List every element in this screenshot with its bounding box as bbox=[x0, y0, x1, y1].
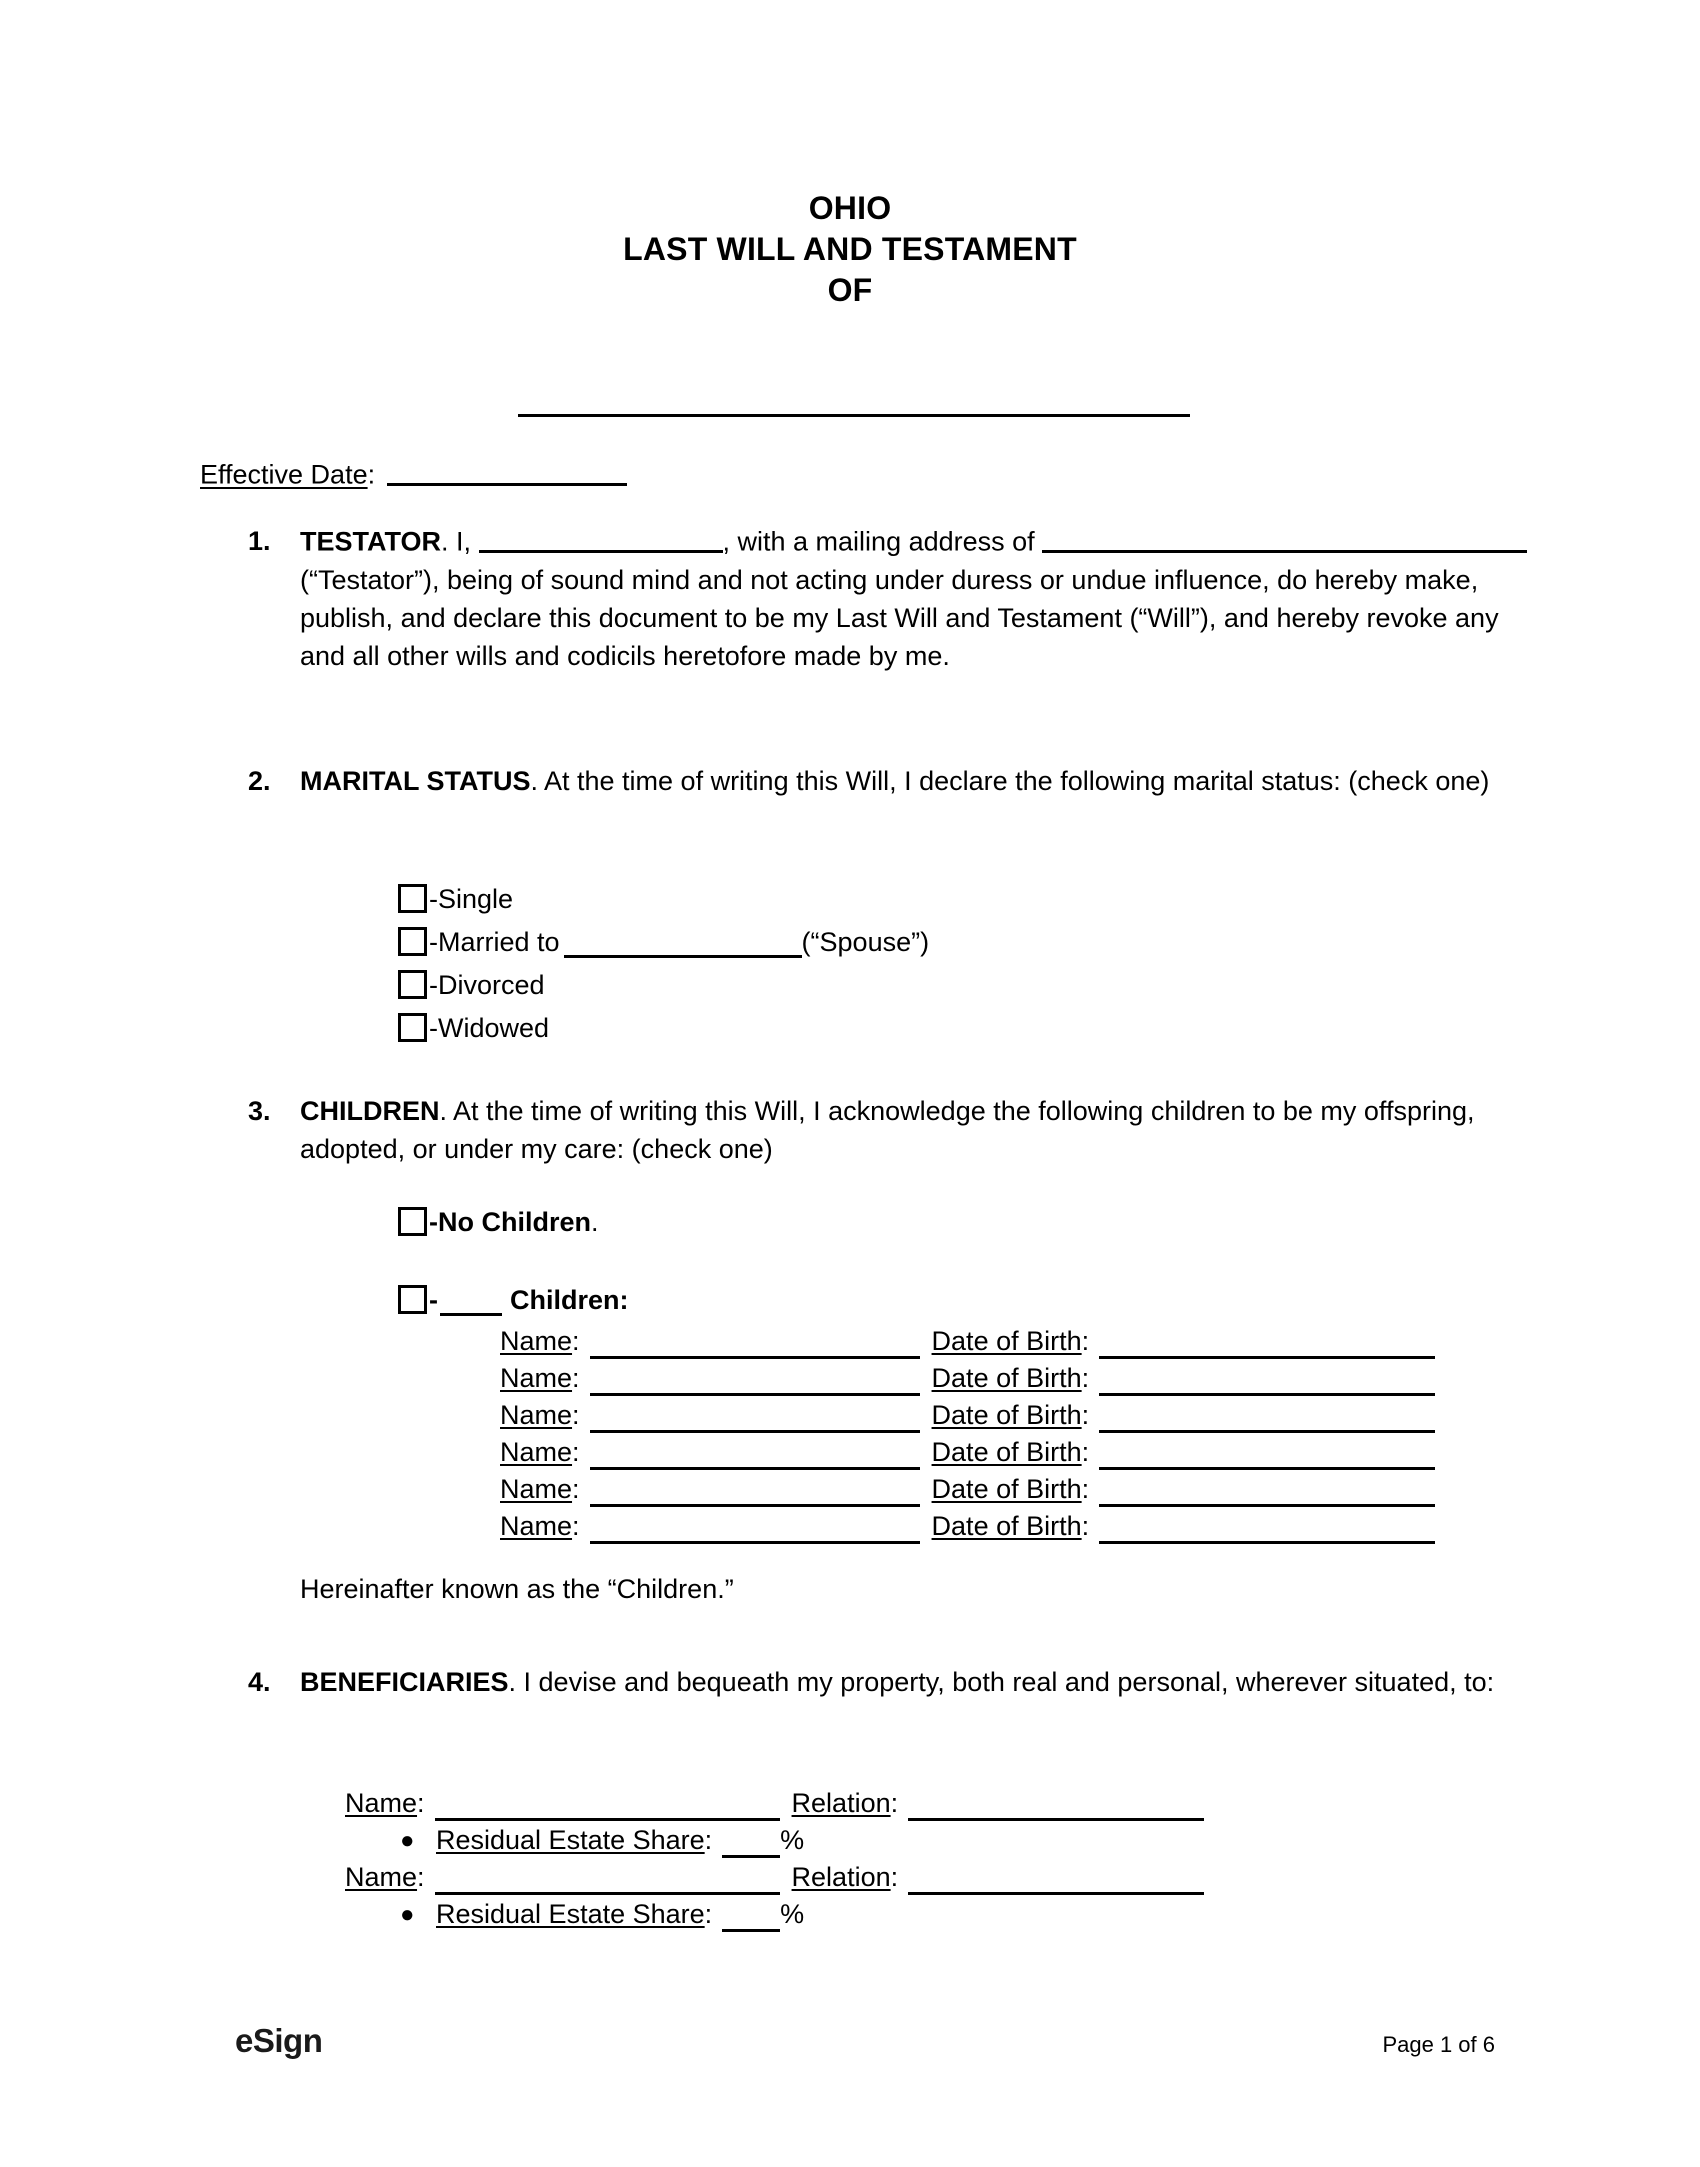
beneficiary-name-blank-1[interactable] bbox=[435, 1790, 780, 1821]
child-row-3 bbox=[500, 1394, 1435, 1431]
child-name-label-4: Name bbox=[500, 1437, 573, 1467]
section-4-text: . I devise and bequeath my property, both real and personal, wherever situated, to: bbox=[508, 1667, 1495, 1697]
title-line-main: LAST WILL AND TESTAMENT bbox=[623, 231, 1077, 267]
section-3-heading: CHILDREN bbox=[300, 1096, 440, 1126]
beneficiary-name-colon-2: : bbox=[417, 1862, 425, 1892]
children-option-count[interactable] bbox=[398, 1278, 629, 1321]
children-count-colon: : bbox=[619, 1284, 629, 1315]
child-dob-colon-4: : bbox=[1081, 1437, 1090, 1467]
marital-option-married[interactable] bbox=[398, 920, 929, 963]
effective-date-colon: : bbox=[367, 459, 376, 490]
child-name-colon-3: : bbox=[572, 1400, 580, 1430]
effective-date-label: Effective Date bbox=[200, 459, 368, 490]
beneficiary-share-row-2 bbox=[345, 1893, 1204, 1930]
child-name-blank-6[interactable] bbox=[590, 1513, 920, 1544]
child-name-blank-5[interactable] bbox=[590, 1476, 920, 1507]
child-name-colon-2: : bbox=[572, 1363, 580, 1393]
testator-name-blank[interactable] bbox=[479, 522, 723, 553]
child-name-blank-2[interactable] bbox=[590, 1365, 920, 1396]
child-name-label-5: Name bbox=[500, 1474, 573, 1504]
testator-name-signature-line[interactable] bbox=[518, 414, 1190, 417]
title-line-state: OHIO bbox=[808, 190, 892, 226]
beneficiary-name-label-2: Name bbox=[345, 1862, 418, 1892]
beneficiary-share-percent-1: % bbox=[780, 1825, 805, 1855]
beneficiary-name-colon-1: : bbox=[417, 1788, 425, 1818]
spouse-name-blank[interactable] bbox=[564, 927, 802, 958]
section-1-text-b: , with a mailing address of bbox=[722, 526, 1043, 557]
child-name-label-2: Name bbox=[500, 1363, 573, 1393]
child-dob-blank-6[interactable] bbox=[1099, 1513, 1435, 1544]
beneficiary-share-label-2: Residual Estate Share bbox=[436, 1899, 705, 1929]
marital-option-divorced-label: Divorced bbox=[438, 969, 545, 1000]
child-name-colon-4: : bbox=[572, 1437, 580, 1467]
document-title bbox=[0, 188, 1700, 311]
child-name-colon-1: : bbox=[572, 1326, 580, 1356]
bullet-icon-2: ● bbox=[400, 1901, 415, 1928]
section-2-body bbox=[300, 762, 1540, 800]
child-dob-blank-1[interactable] bbox=[1099, 1328, 1435, 1359]
beneficiary-name-label-1: Name bbox=[345, 1788, 418, 1818]
child-name-colon-6: : bbox=[572, 1511, 580, 1541]
child-row-1 bbox=[500, 1320, 1435, 1357]
marital-option-single-label: Single bbox=[438, 883, 514, 914]
children-option-none[interactable] bbox=[398, 1200, 599, 1243]
beneficiary-relation-blank-1[interactable] bbox=[908, 1790, 1204, 1821]
beneficiary-share-percent-2: % bbox=[780, 1899, 805, 1929]
child-name-colon-5: : bbox=[572, 1474, 580, 1504]
beneficiary-row-2 bbox=[345, 1856, 1204, 1893]
section-1-text-a: . I, bbox=[441, 526, 479, 557]
child-name-blank-3[interactable] bbox=[590, 1402, 920, 1433]
beneficiaries-table bbox=[345, 1782, 1204, 1930]
section-3-number: 3. bbox=[248, 1096, 271, 1126]
child-dob-blank-5[interactable] bbox=[1099, 1476, 1435, 1507]
page-number-label: Page 1 of 6 bbox=[1382, 2032, 1495, 2057]
checkbox-single-icon[interactable] bbox=[398, 884, 427, 913]
beneficiary-relation-colon-1: : bbox=[890, 1788, 899, 1818]
beneficiary-share-colon-2: : bbox=[704, 1899, 713, 1929]
section-testator bbox=[248, 522, 1540, 675]
child-row-5 bbox=[500, 1468, 1435, 1505]
section-3-text: . At the time of writing this Will, I acknowledge the following children to be my offspring, adopted, or under my care: (check one) bbox=[300, 1096, 1475, 1164]
child-dob-label-1: Date of Birth bbox=[931, 1326, 1082, 1356]
section-2-text: . At the time of writing this Will, I declare the following marital status: (check one) bbox=[530, 766, 1490, 796]
checkbox-widowed-icon[interactable] bbox=[398, 1013, 427, 1042]
marital-option-widowed-dash: - bbox=[429, 1012, 438, 1043]
beneficiary-share-blank-2[interactable] bbox=[722, 1901, 780, 1932]
esign-logo-sign: Sign bbox=[252, 2022, 323, 2059]
marital-option-widowed[interactable] bbox=[398, 1006, 929, 1049]
child-dob-colon-1: : bbox=[1081, 1326, 1090, 1356]
marital-option-divorced[interactable] bbox=[398, 963, 929, 1006]
children-none-row[interactable] bbox=[398, 1200, 599, 1243]
child-dob-colon-2: : bbox=[1081, 1363, 1090, 1393]
children-count-row[interactable] bbox=[398, 1278, 629, 1321]
esign-logo[interactable] bbox=[235, 2022, 322, 2060]
child-dob-label-2: Date of Birth bbox=[931, 1363, 1082, 1393]
esign-logo-e: e bbox=[235, 2022, 253, 2059]
effective-date-row bbox=[200, 455, 627, 494]
child-dob-label-3: Date of Birth bbox=[931, 1400, 1082, 1430]
children-count-blank[interactable] bbox=[440, 1285, 502, 1316]
marital-option-divorced-dash: - bbox=[429, 969, 438, 1000]
children-count-dash: - bbox=[429, 1284, 438, 1315]
child-row-4 bbox=[500, 1431, 1435, 1468]
beneficiary-share-blank-1[interactable] bbox=[722, 1827, 780, 1858]
child-row-2 bbox=[500, 1357, 1435, 1394]
child-name-label-1: Name bbox=[500, 1326, 573, 1356]
children-count-label: Children bbox=[510, 1284, 620, 1315]
marital-option-married-label: Married to bbox=[438, 926, 560, 957]
checkbox-no-children-icon[interactable] bbox=[398, 1207, 427, 1236]
section-2-number: 2. bbox=[248, 766, 271, 796]
child-dob-blank-3[interactable] bbox=[1099, 1402, 1435, 1433]
child-name-blank-4[interactable] bbox=[590, 1439, 920, 1470]
child-dob-blank-4[interactable] bbox=[1099, 1439, 1435, 1470]
checkbox-divorced-icon[interactable] bbox=[398, 970, 427, 999]
children-hereinafter: Hereinafter known as the “Children.” bbox=[300, 1574, 734, 1604]
title-line-of: OF bbox=[827, 272, 873, 308]
effective-date-blank[interactable] bbox=[387, 455, 627, 486]
beneficiary-relation-label-1: Relation bbox=[791, 1788, 891, 1818]
marital-status-options bbox=[398, 877, 929, 1049]
section-4-body bbox=[300, 1663, 1540, 1701]
beneficiary-relation-colon-2: : bbox=[890, 1862, 899, 1892]
beneficiary-name-blank-2[interactable] bbox=[435, 1864, 780, 1895]
child-row-6 bbox=[500, 1505, 1435, 1542]
checkbox-married-icon[interactable] bbox=[398, 927, 427, 956]
marital-option-married-dash: - bbox=[429, 926, 438, 957]
section-1-heading: TESTATOR bbox=[300, 526, 441, 557]
beneficiary-share-row-1 bbox=[345, 1819, 1204, 1856]
bullet-icon-1: ● bbox=[400, 1827, 415, 1854]
children-table bbox=[500, 1320, 1435, 1542]
child-name-label-6: Name bbox=[500, 1511, 573, 1541]
child-dob-colon-3: : bbox=[1081, 1400, 1090, 1430]
beneficiary-share-colon-1: : bbox=[704, 1825, 713, 1855]
section-3-body bbox=[300, 1092, 1540, 1168]
section-1-text-c: (“Testator”), being of sound mind and not acting under duress or undue influence, do hereby make, publish, and declare this document to be my Last Will and Testament (“Will”), and hereby revoke any and all other wills and codicils heretofore made by me. bbox=[300, 564, 1499, 671]
testator-address-blank[interactable] bbox=[1042, 522, 1527, 553]
section-marital-status bbox=[248, 762, 1540, 800]
checkbox-children-count-icon[interactable] bbox=[398, 1285, 427, 1314]
marital-option-single[interactable] bbox=[398, 877, 929, 920]
child-dob-colon-5: : bbox=[1081, 1474, 1090, 1504]
section-2-heading: MARITAL STATUS bbox=[300, 766, 531, 796]
child-dob-label-5: Date of Birth bbox=[931, 1474, 1082, 1504]
section-1-number: 1. bbox=[248, 526, 271, 556]
child-dob-label-6: Date of Birth bbox=[931, 1511, 1082, 1541]
child-dob-label-4: Date of Birth bbox=[931, 1437, 1082, 1467]
beneficiary-relation-blank-2[interactable] bbox=[908, 1864, 1204, 1895]
child-dob-colon-6: : bbox=[1081, 1511, 1090, 1541]
child-name-label-3: Name bbox=[500, 1400, 573, 1430]
marital-option-widowed-label: Widowed bbox=[438, 1012, 550, 1043]
children-none-dash: - bbox=[429, 1206, 438, 1237]
beneficiary-share-label-1: Residual Estate Share bbox=[436, 1825, 705, 1855]
child-name-blank-1[interactable] bbox=[590, 1328, 920, 1359]
section-1-body bbox=[300, 522, 1540, 675]
beneficiary-relation-label-2: Relation bbox=[791, 1862, 891, 1892]
section-4-number: 4. bbox=[248, 1667, 271, 1697]
children-none-period: . bbox=[591, 1206, 599, 1237]
children-none-label: No Children bbox=[438, 1206, 591, 1237]
beneficiary-row-1 bbox=[345, 1782, 1204, 1819]
section-4-heading: BENEFICIARIES bbox=[300, 1667, 509, 1697]
child-dob-blank-2[interactable] bbox=[1099, 1365, 1435, 1396]
section-beneficiaries bbox=[248, 1663, 1540, 1701]
section-children bbox=[248, 1092, 1540, 1168]
marital-option-single-dash: - bbox=[429, 883, 438, 914]
marital-option-married-suffix: (“Spouse”) bbox=[801, 926, 930, 957]
